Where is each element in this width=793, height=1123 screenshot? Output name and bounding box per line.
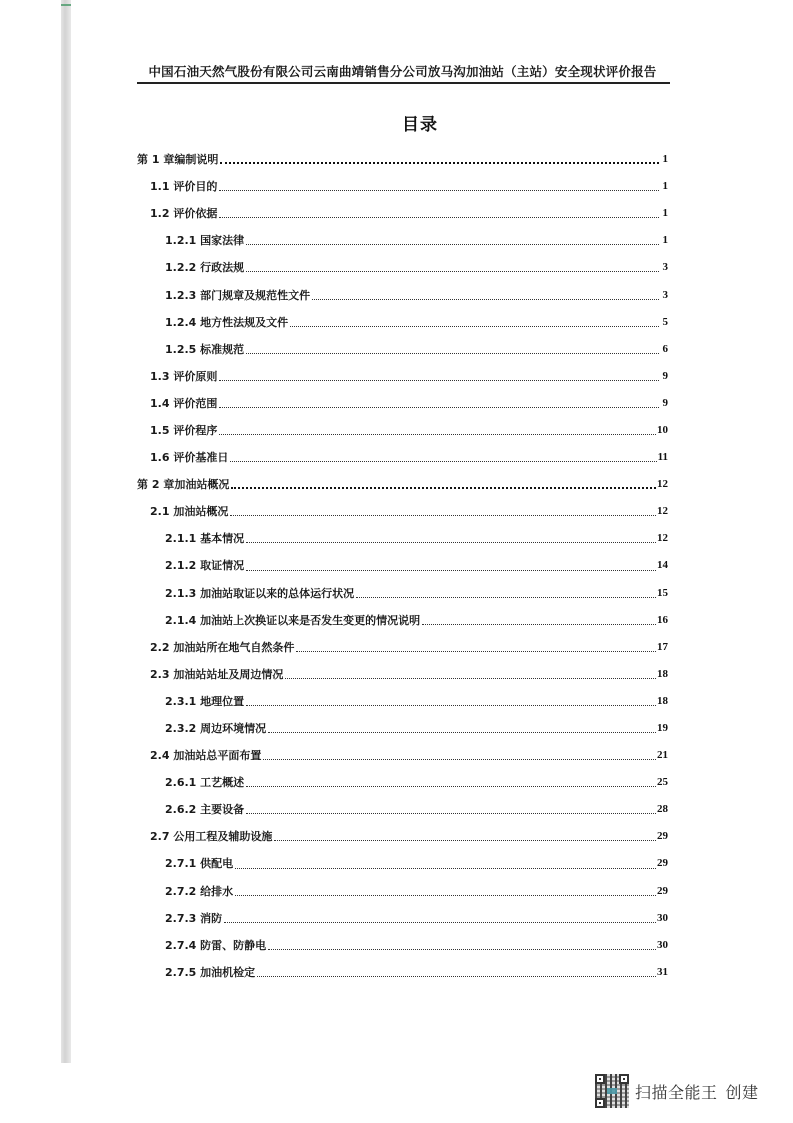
qr-finder-pattern — [595, 1074, 605, 1084]
toc-entry[interactable] — [137, 390, 668, 417]
toc-entry[interactable] — [137, 417, 668, 444]
toc-entry-page-number: 6 — [662, 342, 668, 355]
scan-binding-mark — [61, 4, 71, 6]
dot-leader — [224, 922, 656, 923]
dot-leader — [235, 895, 656, 896]
dot-leader — [230, 461, 656, 462]
toc-entry-label: 2.3 加油站站址及周边情况 — [150, 667, 284, 681]
toc-entry-label: 2.7.5 加油机检定 — [165, 965, 256, 979]
toc-entry-page-number: 9 — [662, 369, 668, 382]
toc-entry-label: 1.2.1 国家法律 — [165, 234, 245, 248]
toc-entry-page-number: 1 — [662, 234, 668, 247]
table-of-contents — [137, 146, 668, 986]
toc-entry[interactable] — [137, 471, 668, 498]
dot-leader — [219, 434, 656, 435]
toc-entry[interactable] — [137, 254, 668, 281]
scan-binding-edge — [61, 0, 71, 1063]
toc-entry-label: 1.2.2 行政法规 — [165, 261, 245, 275]
toc-entry-label: 2.7.2 给排水 — [165, 884, 234, 898]
toc-entry-label: 2.3.1 地理位置 — [165, 694, 245, 708]
toc-entry-page-number: 17 — [657, 640, 668, 653]
toc-entry-label: 2.7.1 供配电 — [165, 857, 234, 871]
dot-leader — [231, 487, 656, 489]
toc-entry-label: 2.1.4 加油站上次换证以来是否发生变更的情况说明 — [165, 613, 421, 627]
toc-entry-page-number: 12 — [657, 478, 668, 491]
toc-entry-label: 2.2 加油站所在地气自然条件 — [150, 640, 295, 654]
toc-entry-page-number: 1 — [662, 180, 668, 193]
toc-entry[interactable] — [137, 823, 668, 850]
toc-entry[interactable] — [137, 173, 668, 200]
dot-leader — [230, 515, 656, 516]
dot-leader — [235, 868, 656, 869]
toc-entry-page-number: 12 — [657, 505, 668, 518]
dot-leader — [268, 949, 656, 950]
toc-entry-page-number: 30 — [657, 938, 668, 951]
toc-entry-page-number: 28 — [657, 803, 668, 816]
toc-entry-page-number: 10 — [657, 423, 668, 436]
scanner-watermark — [595, 1073, 759, 1109]
dot-leader — [257, 976, 656, 977]
dot-leader — [220, 162, 659, 164]
toc-entry-page-number: 19 — [657, 722, 668, 735]
toc-entry-label: 1.3 评价原则 — [150, 369, 218, 383]
toc-entry[interactable] — [137, 742, 668, 769]
toc-entry-page-number: 18 — [657, 667, 668, 680]
toc-entry-page-number: 3 — [662, 261, 668, 274]
toc-entry[interactable] — [137, 498, 668, 525]
dot-leader — [246, 813, 656, 814]
toc-entry-page-number: 31 — [657, 965, 668, 978]
qr-code-icon — [595, 1074, 629, 1108]
toc-entry-page-number: 12 — [657, 532, 668, 545]
dot-leader — [246, 542, 656, 543]
toc-entry-label: 第 2 章加油站概况 — [137, 478, 230, 492]
toc-entry-page-number: 15 — [657, 586, 668, 599]
toc-entry-label: 1.2.4 地方性法规及文件 — [165, 315, 289, 329]
toc-entry-label: 1.6 评价基准日 — [150, 451, 229, 465]
toc-entry-label: 2.4 加油站总平面布置 — [150, 749, 262, 763]
toc-entry-label: 2.7 公用工程及辅助设施 — [150, 830, 273, 844]
toc-entry[interactable] — [137, 281, 668, 308]
dot-leader — [296, 651, 656, 652]
toc-entry-label: 第 1 章编制说明 — [137, 153, 219, 167]
toc-entry-page-number: 30 — [657, 911, 668, 924]
toc-entry[interactable] — [137, 905, 668, 932]
toc-entry[interactable] — [137, 336, 668, 363]
toc-entry-page-number: 9 — [662, 396, 668, 409]
toc-entry-page-number: 1 — [662, 153, 668, 166]
toc-entry[interactable] — [137, 580, 668, 607]
toc-entry[interactable] — [137, 607, 668, 634]
dot-leader — [246, 244, 659, 245]
toc-entry[interactable] — [137, 796, 668, 823]
toc-entry-page-number: 29 — [657, 830, 668, 843]
toc-entry[interactable] — [137, 363, 668, 390]
toc-entry[interactable] — [137, 850, 668, 877]
dot-leader — [246, 353, 659, 354]
toc-entry[interactable] — [137, 525, 668, 552]
dot-leader — [219, 190, 659, 191]
dot-leader — [246, 786, 656, 787]
toc-entry-label: 2.1.1 基本情况 — [165, 532, 245, 546]
dot-leader — [285, 678, 656, 679]
toc-entry-label: 2.1.2 取证情况 — [165, 559, 245, 573]
qr-finder-pattern — [619, 1074, 629, 1084]
toc-entry-label: 2.1.3 加油站取证以来的总体运行状况 — [165, 586, 355, 600]
toc-entry-label: 2.1 加油站概况 — [150, 505, 229, 519]
toc-entry-label: 1.1 评价目的 — [150, 180, 218, 194]
toc-entry-label: 1.5 评价程序 — [150, 423, 218, 437]
watermark-action: 创建 — [725, 1082, 759, 1102]
toc-entry[interactable] — [137, 715, 668, 742]
toc-entry-label: 2.3.2 周边环境情况 — [165, 722, 267, 736]
toc-entry-page-number: 14 — [657, 559, 668, 572]
watermark-app-name: 扫描全能王 — [635, 1082, 718, 1102]
dot-leader — [219, 380, 659, 381]
toc-entry-page-number: 1 — [662, 207, 668, 220]
dot-leader — [422, 624, 656, 625]
toc-entry-label: 1.4 评价范围 — [150, 396, 218, 410]
watermark-text — [635, 1080, 759, 1103]
toc-entry-page-number: 16 — [657, 613, 668, 626]
qr-finder-pattern — [595, 1098, 605, 1108]
toc-entry[interactable] — [137, 959, 668, 986]
toc-entry[interactable] — [137, 444, 668, 471]
toc-entry[interactable] — [137, 932, 668, 959]
toc-entry-page-number: 21 — [657, 749, 668, 762]
toc-entry-page-number: 18 — [657, 694, 668, 707]
dot-leader — [219, 407, 659, 408]
toc-title: 目录 — [402, 115, 438, 135]
dot-leader — [268, 732, 656, 733]
toc-entry-label: 2.6.1 工艺概述 — [165, 776, 245, 790]
toc-entry[interactable] — [137, 769, 668, 796]
toc-entry[interactable] — [137, 552, 668, 579]
dot-leader — [290, 326, 659, 327]
toc-entry[interactable] — [137, 878, 668, 905]
toc-entry-page-number: 29 — [657, 857, 668, 870]
dot-leader — [219, 217, 659, 218]
qr-logo — [607, 1088, 617, 1094]
running-header: 中国石油天然气股份有限公司云南曲靖销售分公司放马沟加油站（主站）安全现状评价报告 — [148, 64, 657, 79]
toc-entry-page-number: 11 — [657, 451, 668, 464]
toc-entry[interactable] — [137, 227, 668, 254]
toc-entry-label: 1.2 评价依据 — [150, 207, 218, 221]
toc-entry-page-number: 25 — [657, 776, 668, 789]
toc-entry-page-number: 3 — [662, 288, 668, 301]
header-rule — [137, 82, 670, 84]
toc-entry[interactable] — [137, 634, 668, 661]
dot-leader — [246, 705, 656, 706]
toc-entry[interactable] — [137, 309, 668, 336]
toc-entry-label: 2.6.2 主要设备 — [165, 803, 245, 817]
toc-entry[interactable] — [137, 661, 668, 688]
toc-entry-page-number: 5 — [662, 315, 668, 328]
dot-leader — [246, 570, 656, 571]
toc-entry-label: 2.7.4 防雷、防静电 — [165, 938, 267, 952]
dot-leader — [274, 840, 656, 841]
toc-entry-page-number: 29 — [657, 884, 668, 897]
toc-entry-label: 1.2.5 标准规范 — [165, 342, 245, 356]
toc-entry[interactable] — [137, 146, 668, 173]
toc-entry-label: 2.7.3 消防 — [165, 911, 223, 925]
dot-leader — [263, 759, 656, 760]
dot-leader — [246, 271, 659, 272]
toc-entry[interactable] — [137, 200, 668, 227]
dot-leader — [356, 597, 656, 598]
dot-leader — [312, 299, 659, 300]
toc-entry[interactable] — [137, 688, 668, 715]
toc-entry-label: 1.2.3 部门规章及规范性文件 — [165, 288, 311, 302]
